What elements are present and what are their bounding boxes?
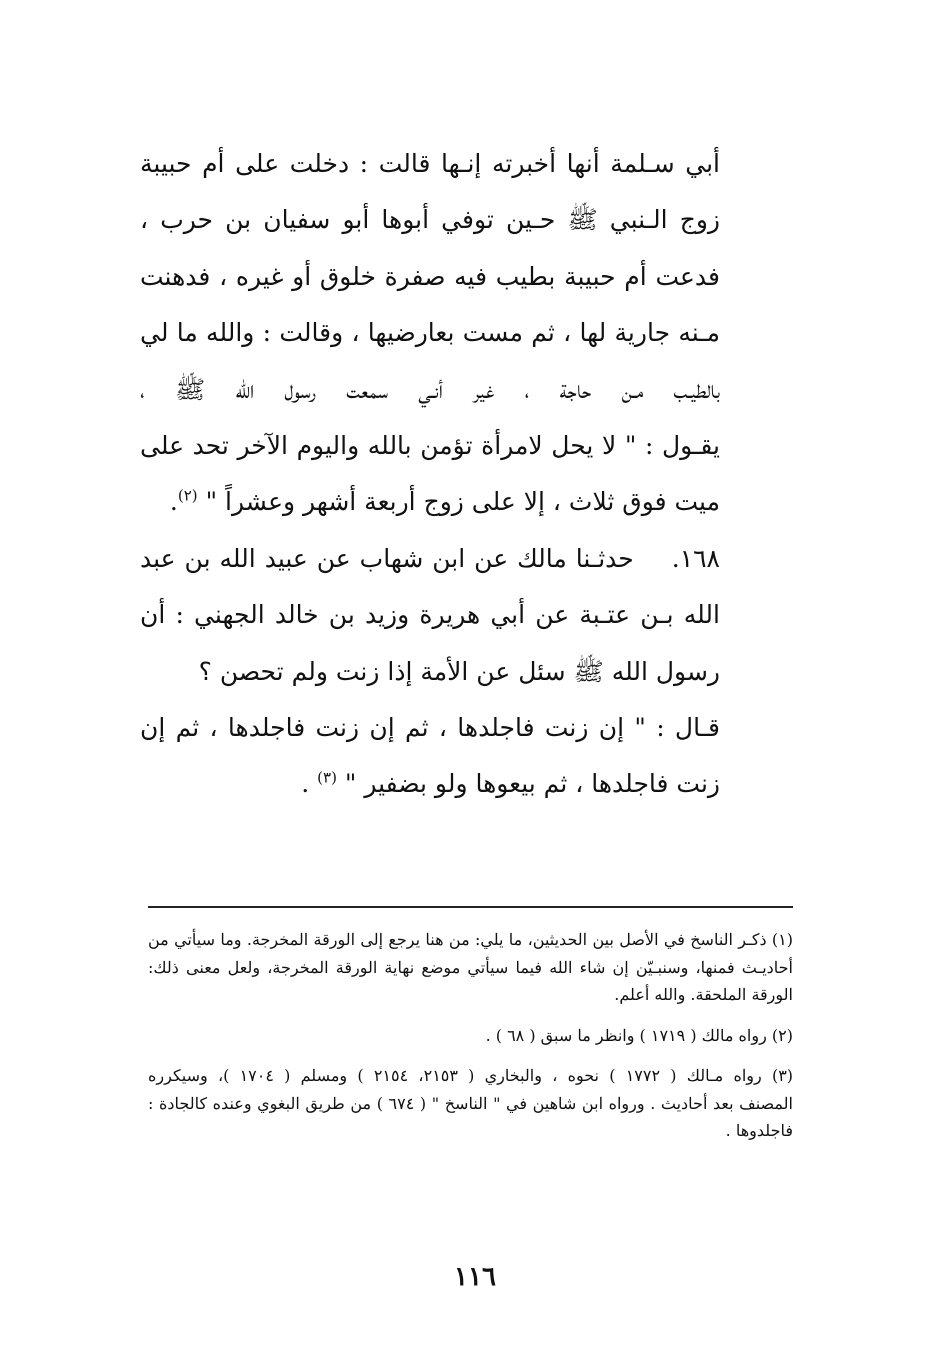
text-segment: حدثـنا مالك عن ابن شهاب عن عبيد الله بن عبد xyxy=(140,543,634,573)
footnote-3-line: (٣) رواه مـالك ( ١٧٧٢ ) نحوه ، والبخاري ( ٢١٥٣، ٢١٥٤ ) ومسلم ( ١٧٠٤ )، وسيكرره xyxy=(148,1066,793,1085)
text-line: قـال : " إن زنت فاجلدها ، ثم إن زنت فاجلدها ، ثم إن xyxy=(140,712,720,742)
footnote-1-line: أحاديـث فمنها، وسنبـيّن إن شاء الله فيما سيأتي موضع نهاية الورقة المخرجة، ولعل معنى ذلك: xyxy=(148,957,793,977)
period: . xyxy=(169,487,178,517)
main-text xyxy=(140,136,720,813)
footnote-gap xyxy=(148,1049,793,1062)
text-line-with-footnote xyxy=(140,756,720,812)
footnote-reference-2: (٢) xyxy=(177,487,198,506)
text-line: زوج الـنبي ﷺ حـين توفي أبوها أبو سفيان بن حرب ، xyxy=(140,205,720,235)
footnote-separator xyxy=(148,906,793,908)
hadith-number: ١٦٨. xyxy=(671,543,720,573)
text-line: مـنه جارية لها ، ثم مست بعارضيها ، وقالت : والله ما لي xyxy=(140,318,720,348)
text-line: أبي سـلمة أنها أخبرته إنـها قالت : دخلت على أم حبيبة xyxy=(140,149,720,178)
footnote-1-line: (١) ذكـر الناسخ في الأصل بين الحديثين، ما يلي: من هنا يرجع إلى الورقة المخرجة. وما سيأتي من xyxy=(148,930,793,949)
text-segment: زنت فاجلدها ، ثم بيعوها ولو بضفير " xyxy=(344,769,720,799)
text-segment: ميت فوق ثلاث ، إلا على زوج أربعة أشهر وعشراً " xyxy=(205,487,720,517)
footnote-3-line: فاجلدوها . xyxy=(725,1121,793,1140)
footnote-1-line: الورقة الملحقة. والله أعلم. xyxy=(614,985,793,1004)
text-line: بالطيـب مـن حاجة ، غير أنـي سمعت رسول الله ﷺ ، xyxy=(140,374,720,404)
footnote-2: (٢) رواه مالك ( ١٧١٩ ) وانظر ما سبق ( ٦٨ ) . xyxy=(485,1025,793,1045)
footnotes xyxy=(148,926,793,1145)
hadith-heading-line xyxy=(140,531,720,587)
footnote-reference-3: (٣) xyxy=(317,768,337,787)
text-line-with-footnote xyxy=(140,474,720,530)
footnote-3-line: المصنف بعد أحاديث . ورواه ابن شاهين في " الناسخ " ( ٦٧٤ ) من طريق البغوي وعنده كالجادة : xyxy=(148,1093,793,1113)
period: . xyxy=(301,769,310,799)
text-line: رسول الله ﷺ سئل عن الأمة إذا زنت ولم تحصن ؟ xyxy=(198,656,720,686)
text-line: فدعت أم حبيبة بطيب فيه صفرة خلوق أو غيره ، فدهنت xyxy=(140,261,720,291)
footnote-gap xyxy=(148,1009,793,1022)
page-number: ١١٦ xyxy=(454,1262,496,1292)
text-line: الله بـن عتـبة عن أبي هريرة وزيد بن خالد الجهني : أن xyxy=(140,600,720,630)
text-line: يقـول : " لا يحل لامرأة تؤمن بالله واليوم الآخر تحد على xyxy=(140,430,720,460)
